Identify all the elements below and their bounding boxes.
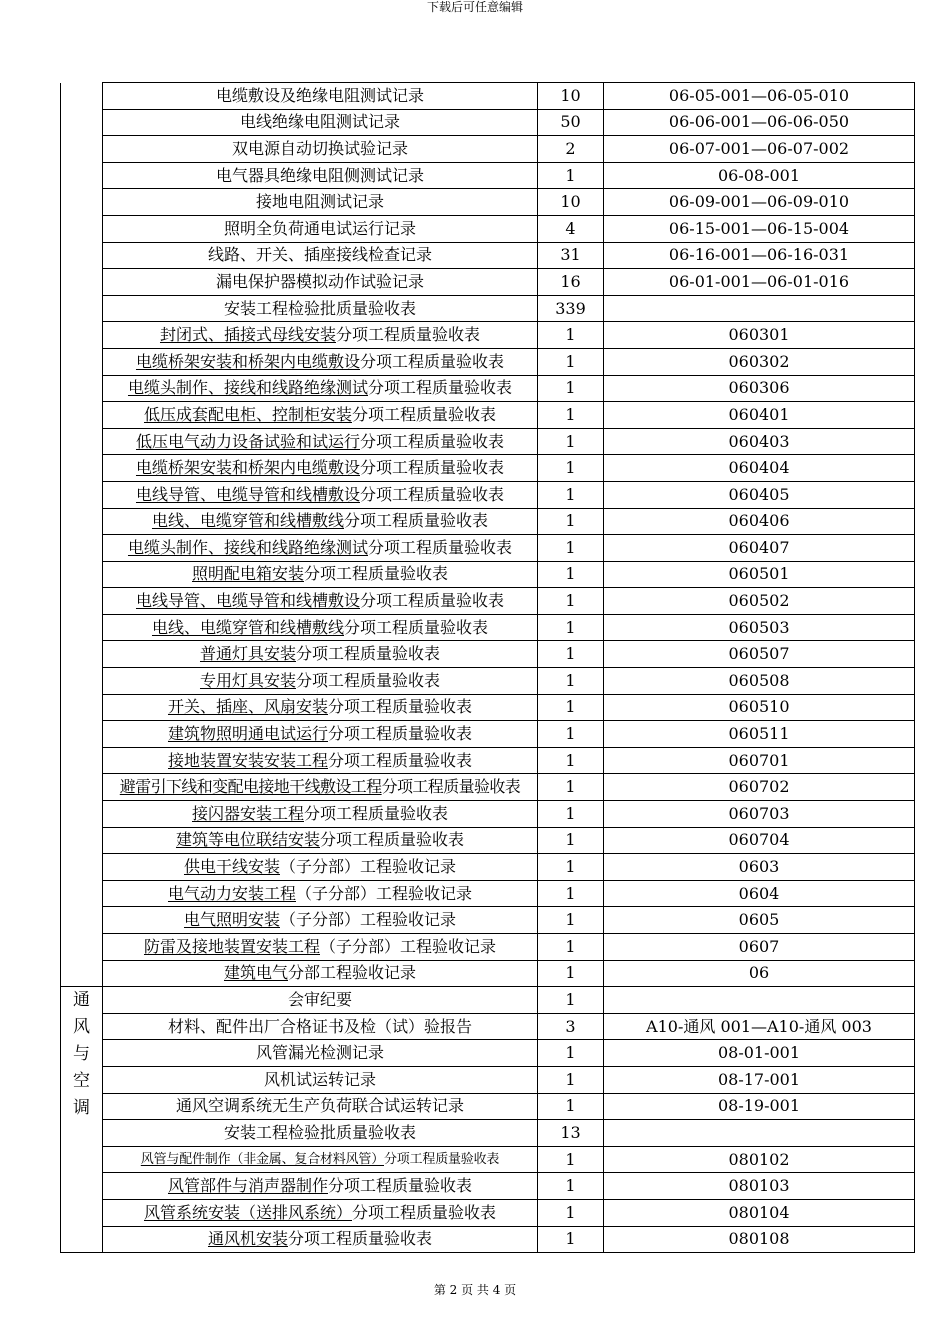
table-row bbox=[61, 455, 915, 482]
table-row bbox=[61, 1146, 915, 1173]
record-name-underlined: 风管系统安装（送排风系统） bbox=[143, 1202, 352, 1222]
record-name-text: 电气器具绝缘电阻侧测试记录 bbox=[215, 165, 424, 185]
table-row bbox=[61, 801, 915, 828]
record-name-text: 照明全负荷通电试运行记录 bbox=[223, 218, 416, 238]
record-name-text: 安装工程检验批质量验收表 bbox=[223, 298, 416, 318]
table-row bbox=[61, 880, 915, 907]
record-code-cell: 060508 bbox=[604, 668, 915, 695]
record-name-underlined: 专用灯具安装 bbox=[199, 670, 296, 690]
record-quantity-cell: 1 bbox=[538, 588, 604, 615]
record-code-cell: 06-15-001—06-15-004 bbox=[604, 215, 915, 242]
record-name-cell bbox=[103, 801, 538, 828]
table-row bbox=[61, 774, 915, 801]
record-quantity-cell: 1 bbox=[538, 747, 604, 774]
record-code-cell bbox=[604, 295, 915, 322]
record-quantity-cell: 1 bbox=[538, 1199, 604, 1226]
record-name-cell bbox=[103, 987, 538, 1014]
record-name-underlined: 电缆桥架安装和桥架内电缆敷设 bbox=[135, 351, 360, 371]
record-quantity-cell: 1 bbox=[538, 987, 604, 1014]
table-row bbox=[61, 1066, 915, 1093]
record-name-text: 分部工程验收记录 bbox=[288, 963, 417, 983]
record-name-text: （子分部）工程验收记录 bbox=[296, 883, 473, 903]
record-name-text: 电线绝缘电阻测试记录 bbox=[239, 112, 400, 132]
record-quantity-cell: 4 bbox=[538, 215, 604, 242]
table-row bbox=[61, 1093, 915, 1120]
record-code-cell: 060701 bbox=[604, 747, 915, 774]
table-row bbox=[61, 960, 915, 987]
record-name-text: 安装工程检验批质量验收表 bbox=[223, 1122, 416, 1142]
record-code-cell: 060511 bbox=[604, 721, 915, 748]
record-quantity-cell: 1 bbox=[538, 827, 604, 854]
record-name-underlined: 普通灯具安装 bbox=[199, 644, 296, 664]
record-name-cell bbox=[103, 455, 538, 482]
record-name-underlined: 风管与配件制作（非金属、复合材料风管） bbox=[140, 1151, 384, 1167]
table-row bbox=[61, 668, 915, 695]
record-name-cell bbox=[103, 774, 538, 801]
record-code-cell: 060510 bbox=[604, 694, 915, 721]
record-name-text: 材料、配件出厂合格证书及检（试）验报告 bbox=[167, 1016, 472, 1036]
record-name-text: 双电源自动切换试验记录 bbox=[231, 138, 408, 158]
record-name-text: 分项工程质量验收表 bbox=[304, 803, 449, 823]
record-quantity-cell: 1 bbox=[538, 455, 604, 482]
record-name-cell bbox=[103, 535, 538, 562]
record-name-cell bbox=[103, 1146, 538, 1173]
table-row bbox=[61, 1120, 915, 1147]
record-name-underlined: 接地装置安装安装工程 bbox=[167, 750, 328, 770]
record-code-cell: 060703 bbox=[604, 801, 915, 828]
record-name-cell bbox=[103, 1120, 538, 1147]
category-cell-ventilation bbox=[61, 987, 103, 1253]
record-quantity-cell: 1 bbox=[538, 774, 604, 801]
category-char: 风 bbox=[73, 1017, 90, 1038]
record-name-text: （子分部）工程验收记录 bbox=[320, 936, 497, 956]
record-code-cell: 060301 bbox=[604, 322, 915, 349]
record-name-cell bbox=[103, 481, 538, 508]
record-code-cell: A10-通风 001—A10-通风 003 bbox=[604, 1013, 915, 1040]
record-code-cell bbox=[604, 1120, 915, 1147]
record-quantity-cell: 1 bbox=[538, 614, 604, 641]
record-name-text: 分项工程质量验收表 bbox=[328, 697, 473, 717]
record-quantity-cell: 1 bbox=[538, 322, 604, 349]
record-quantity-cell: 3 bbox=[538, 1013, 604, 1040]
page-header-note: 下载后可任意编辑 bbox=[426, 0, 523, 14]
record-code-cell bbox=[604, 987, 915, 1014]
record-code-cell: 080104 bbox=[604, 1199, 915, 1226]
record-quantity-cell: 2 bbox=[538, 136, 604, 163]
table-row bbox=[61, 428, 915, 455]
record-name-cell bbox=[103, 508, 538, 535]
record-code-cell: 06-09-001—06-09-010 bbox=[604, 189, 915, 216]
record-name-cell bbox=[103, 162, 538, 189]
table-row bbox=[61, 162, 915, 189]
record-code-cell: 080108 bbox=[604, 1226, 915, 1253]
record-name-text: 电缆敷设及绝缘电阻测试记录 bbox=[215, 85, 424, 105]
record-name-underlined: 电缆头制作、接线和线路绝缘测试 bbox=[127, 537, 368, 557]
record-quantity-cell: 1 bbox=[538, 641, 604, 668]
record-name-text: 分项工程质量验收表 bbox=[384, 1151, 500, 1167]
category-char: 调 bbox=[73, 1098, 90, 1119]
record-code-cell: 06-01-001—06-01-016 bbox=[604, 269, 915, 296]
record-name-underlined: 低压成套配电柜、控制柜安装 bbox=[143, 404, 352, 424]
record-code-cell: 060702 bbox=[604, 774, 915, 801]
record-code-cell: 0603 bbox=[604, 854, 915, 881]
record-quantity-cell: 1 bbox=[538, 1146, 604, 1173]
record-code-cell: 0604 bbox=[604, 880, 915, 907]
record-name-cell bbox=[103, 1066, 538, 1093]
record-code-cell: 06-08-001 bbox=[604, 162, 915, 189]
record-code-cell: 06-06-001—06-06-050 bbox=[604, 109, 915, 136]
record-name-text: 分项工程质量验收表 bbox=[360, 458, 505, 478]
record-quantity-cell: 1 bbox=[538, 375, 604, 402]
record-quantity-cell: 1 bbox=[538, 508, 604, 535]
record-quantity-cell: 50 bbox=[538, 109, 604, 136]
record-name-underlined: 电缆头制作、接线和线路绝缘测试 bbox=[127, 378, 368, 398]
record-name-cell bbox=[103, 880, 538, 907]
table-row bbox=[61, 827, 915, 854]
table-row bbox=[61, 269, 915, 296]
table-row bbox=[61, 721, 915, 748]
table-row bbox=[61, 215, 915, 242]
record-name-cell bbox=[103, 827, 538, 854]
record-quantity-cell: 16 bbox=[538, 269, 604, 296]
record-quantity-cell: 31 bbox=[538, 242, 604, 269]
record-name-text: 分项工程质量验收表 bbox=[360, 351, 505, 371]
record-name-text: 分项工程质量验收表 bbox=[296, 644, 441, 664]
table-row bbox=[61, 375, 915, 402]
record-name-text: 漏电保护器模拟动作试验记录 bbox=[215, 271, 424, 291]
record-name-underlined: 开关、插座、风扇安装 bbox=[167, 697, 328, 717]
record-name-text: 线路、开关、插座接线检查记录 bbox=[207, 245, 432, 265]
record-name-text: （子分部）工程验收记录 bbox=[280, 857, 457, 877]
record-name-cell bbox=[103, 907, 538, 934]
record-quantity-cell: 1 bbox=[538, 1093, 604, 1120]
record-name-underlined: 建筑物照明通电试运行 bbox=[167, 724, 328, 744]
record-code-cell: 060404 bbox=[604, 455, 915, 482]
record-name-cell bbox=[103, 269, 538, 296]
table-row bbox=[61, 854, 915, 881]
table-row bbox=[61, 322, 915, 349]
record-name-text: 分项工程质量验收表 bbox=[381, 777, 521, 797]
category-cell-continued bbox=[61, 83, 103, 987]
table-row bbox=[61, 402, 915, 429]
table-row bbox=[61, 1226, 915, 1253]
record-name-cell bbox=[103, 295, 538, 322]
record-name-cell bbox=[103, 83, 538, 110]
table-row bbox=[61, 348, 915, 375]
record-code-cell: 060704 bbox=[604, 827, 915, 854]
record-name-text: 分项工程质量验收表 bbox=[360, 484, 505, 504]
record-quantity-cell: 10 bbox=[538, 189, 604, 216]
table-row bbox=[61, 694, 915, 721]
record-quantity-cell: 1 bbox=[538, 162, 604, 189]
record-quantity-cell: 13 bbox=[538, 1120, 604, 1147]
category-label bbox=[73, 987, 90, 1122]
record-code-cell: 080103 bbox=[604, 1173, 915, 1200]
record-name-cell bbox=[103, 322, 538, 349]
record-name-text: 分项工程质量验收表 bbox=[328, 724, 473, 744]
record-name-underlined: 建筑等电位联结安装 bbox=[175, 830, 320, 850]
record-quantity-cell: 1 bbox=[538, 721, 604, 748]
record-name-cell bbox=[103, 668, 538, 695]
table-row bbox=[61, 508, 915, 535]
record-name-cell bbox=[103, 402, 538, 429]
record-code-cell: 08-19-001 bbox=[604, 1093, 915, 1120]
record-name-cell bbox=[103, 215, 538, 242]
record-quantity-cell: 1 bbox=[538, 801, 604, 828]
record-code-cell: 060406 bbox=[604, 508, 915, 535]
record-name-text: 分项工程质量验收表 bbox=[360, 591, 505, 611]
record-code-cell: 060503 bbox=[604, 614, 915, 641]
record-name-text: 分项工程质量验收表 bbox=[320, 830, 465, 850]
record-quantity-cell: 1 bbox=[538, 1066, 604, 1093]
record-quantity-cell: 339 bbox=[538, 295, 604, 322]
record-quantity-cell: 1 bbox=[538, 348, 604, 375]
record-name-underlined: 供电干线安装 bbox=[183, 857, 280, 877]
record-code-cell: 0605 bbox=[604, 907, 915, 934]
record-code-cell: 060501 bbox=[604, 561, 915, 588]
record-name-text: 通风空调系统无生产负荷联合试运转记录 bbox=[175, 1096, 464, 1116]
record-name-text: 分项工程质量验收表 bbox=[352, 404, 497, 424]
record-name-text: 分项工程质量验收表 bbox=[304, 564, 449, 584]
record-name-text: 分项工程质量验收表 bbox=[360, 431, 505, 451]
record-name-underlined: 照明配电箱安装 bbox=[191, 564, 304, 584]
record-name-cell bbox=[103, 854, 538, 881]
table-row bbox=[61, 934, 915, 961]
category-char: 与 bbox=[73, 1044, 90, 1065]
record-code-cell: 08-17-001 bbox=[604, 1066, 915, 1093]
record-name-cell bbox=[103, 1093, 538, 1120]
record-quantity-cell: 1 bbox=[538, 668, 604, 695]
record-quantity-cell: 1 bbox=[538, 402, 604, 429]
record-name-text: 会审纪要 bbox=[287, 989, 352, 1009]
record-name-underlined: 防雷及接地装置安装工程 bbox=[143, 936, 320, 956]
category-char: 空 bbox=[73, 1071, 90, 1092]
record-name-text: 分项工程质量验收表 bbox=[288, 1229, 433, 1249]
table-row bbox=[61, 1013, 915, 1040]
table-row bbox=[61, 561, 915, 588]
record-name-text: （子分部）工程验收记录 bbox=[280, 910, 457, 930]
record-name-text: 分项工程质量验收表 bbox=[344, 617, 489, 637]
table-row bbox=[61, 535, 915, 562]
table-row bbox=[61, 109, 915, 136]
record-name-text: 分项工程质量验收表 bbox=[328, 750, 473, 770]
record-code-cell: 060302 bbox=[604, 348, 915, 375]
table-row bbox=[61, 907, 915, 934]
record-code-cell: 060407 bbox=[604, 535, 915, 562]
record-code-cell: 060306 bbox=[604, 375, 915, 402]
table-row bbox=[61, 614, 915, 641]
record-name-cell bbox=[103, 747, 538, 774]
record-name-text: 分项工程质量验收表 bbox=[352, 1202, 497, 1222]
record-name-text: 风管漏光检测记录 bbox=[255, 1043, 384, 1063]
record-quantity-cell: 1 bbox=[538, 1173, 604, 1200]
record-code-cell: 08-01-001 bbox=[604, 1040, 915, 1067]
record-name-underlined: 接闪器安装工程 bbox=[191, 803, 304, 823]
record-name-cell bbox=[103, 694, 538, 721]
table-row bbox=[61, 1199, 915, 1226]
document-table bbox=[60, 82, 915, 1253]
record-name-cell bbox=[103, 1040, 538, 1067]
record-name-underlined: 电缆桥架安装和桥架内电缆敷设 bbox=[135, 458, 360, 478]
record-quantity-cell: 1 bbox=[538, 561, 604, 588]
record-code-cell: 06-05-001—06-05-010 bbox=[604, 83, 915, 110]
record-name-cell bbox=[103, 375, 538, 402]
record-quantity-cell: 1 bbox=[538, 960, 604, 987]
record-name-text: 分项工程质量验收表 bbox=[344, 511, 489, 531]
table-row bbox=[61, 481, 915, 508]
record-name-cell bbox=[103, 614, 538, 641]
record-name-underlined: 风管部件与消声器制作 bbox=[167, 1176, 328, 1196]
record-name-cell bbox=[103, 189, 538, 216]
record-name-underlined: 电线导管、电缆导管和线槽敷设 bbox=[135, 484, 360, 504]
record-name-underlined: 封闭式、插接式母线安装 bbox=[159, 325, 336, 345]
record-quantity-cell: 1 bbox=[538, 428, 604, 455]
table-row bbox=[61, 189, 915, 216]
record-name-underlined: 电线导管、电缆导管和线槽敷设 bbox=[135, 591, 360, 611]
record-name-underlined: 避雷引下线和变配电接地干线敷设工程 bbox=[119, 777, 382, 797]
page-footer-note: 第 2 页 共 4 页 bbox=[433, 1283, 517, 1297]
category-char: 通 bbox=[73, 990, 90, 1011]
record-name-cell bbox=[103, 561, 538, 588]
record-code-cell: 060507 bbox=[604, 641, 915, 668]
record-name-text: 分项工程质量验收表 bbox=[368, 537, 513, 557]
record-code-cell: 080102 bbox=[604, 1146, 915, 1173]
record-name-cell bbox=[103, 960, 538, 987]
record-name-cell bbox=[103, 641, 538, 668]
table-row bbox=[61, 83, 915, 110]
record-quantity-cell: 1 bbox=[538, 1226, 604, 1253]
record-name-cell bbox=[103, 136, 538, 163]
record-code-cell: 06-07-001—06-07-002 bbox=[604, 136, 915, 163]
record-name-underlined: 建筑电气 bbox=[223, 963, 288, 983]
record-name-underlined: 通风机安装 bbox=[207, 1229, 288, 1249]
table-row bbox=[61, 987, 915, 1014]
record-code-cell: 060403 bbox=[604, 428, 915, 455]
record-name-underlined: 电气照明安装 bbox=[183, 910, 280, 930]
record-quantity-cell: 1 bbox=[538, 854, 604, 881]
record-quantity-cell: 10 bbox=[538, 83, 604, 110]
record-code-cell: 060401 bbox=[604, 402, 915, 429]
record-name-text: 接地电阻测试记录 bbox=[255, 192, 384, 212]
table-row bbox=[61, 1173, 915, 1200]
record-quantity-cell: 1 bbox=[538, 934, 604, 961]
record-code-cell: 06-16-001—06-16-031 bbox=[604, 242, 915, 269]
table-row bbox=[61, 295, 915, 322]
record-code-cell: 0607 bbox=[604, 934, 915, 961]
record-code-cell: 060502 bbox=[604, 588, 915, 615]
record-name-cell bbox=[103, 1226, 538, 1253]
record-quantity-cell: 1 bbox=[538, 694, 604, 721]
record-code-cell: 060405 bbox=[604, 481, 915, 508]
record-name-underlined: 电线、电缆穿管和线槽敷线 bbox=[151, 617, 344, 637]
record-name-cell bbox=[103, 934, 538, 961]
record-name-text: 分项工程质量验收表 bbox=[368, 378, 513, 398]
record-name-text: 分项工程质量验收表 bbox=[296, 670, 441, 690]
record-quantity-cell: 1 bbox=[538, 535, 604, 562]
record-name-cell bbox=[103, 348, 538, 375]
record-name-underlined: 低压电气动力设备试验和试运行 bbox=[135, 431, 360, 451]
record-code-cell: 06 bbox=[604, 960, 915, 987]
record-quantity-cell: 1 bbox=[538, 1040, 604, 1067]
record-name-underlined: 电线、电缆穿管和线槽敷线 bbox=[151, 511, 344, 531]
record-name-text: 分项工程质量验收表 bbox=[336, 325, 481, 345]
record-name-cell bbox=[103, 109, 538, 136]
table-row bbox=[61, 747, 915, 774]
record-name-text: 风机试运转记录 bbox=[263, 1069, 376, 1089]
record-name-cell bbox=[103, 721, 538, 748]
table-row bbox=[61, 641, 915, 668]
record-name-cell bbox=[103, 1013, 538, 1040]
record-quantity-cell: 1 bbox=[538, 481, 604, 508]
table-row bbox=[61, 588, 915, 615]
record-name-cell bbox=[103, 1199, 538, 1226]
record-quantity-cell: 1 bbox=[538, 907, 604, 934]
record-name-cell bbox=[103, 428, 538, 455]
record-name-cell bbox=[103, 588, 538, 615]
record-name-cell bbox=[103, 242, 538, 269]
table-row bbox=[61, 242, 915, 269]
record-quantity-cell: 1 bbox=[538, 880, 604, 907]
table-row bbox=[61, 1040, 915, 1067]
table-row bbox=[61, 136, 915, 163]
record-name-underlined: 电气动力安装工程 bbox=[167, 883, 296, 903]
record-name-cell bbox=[103, 1173, 538, 1200]
record-name-text: 分项工程质量验收表 bbox=[328, 1176, 473, 1196]
